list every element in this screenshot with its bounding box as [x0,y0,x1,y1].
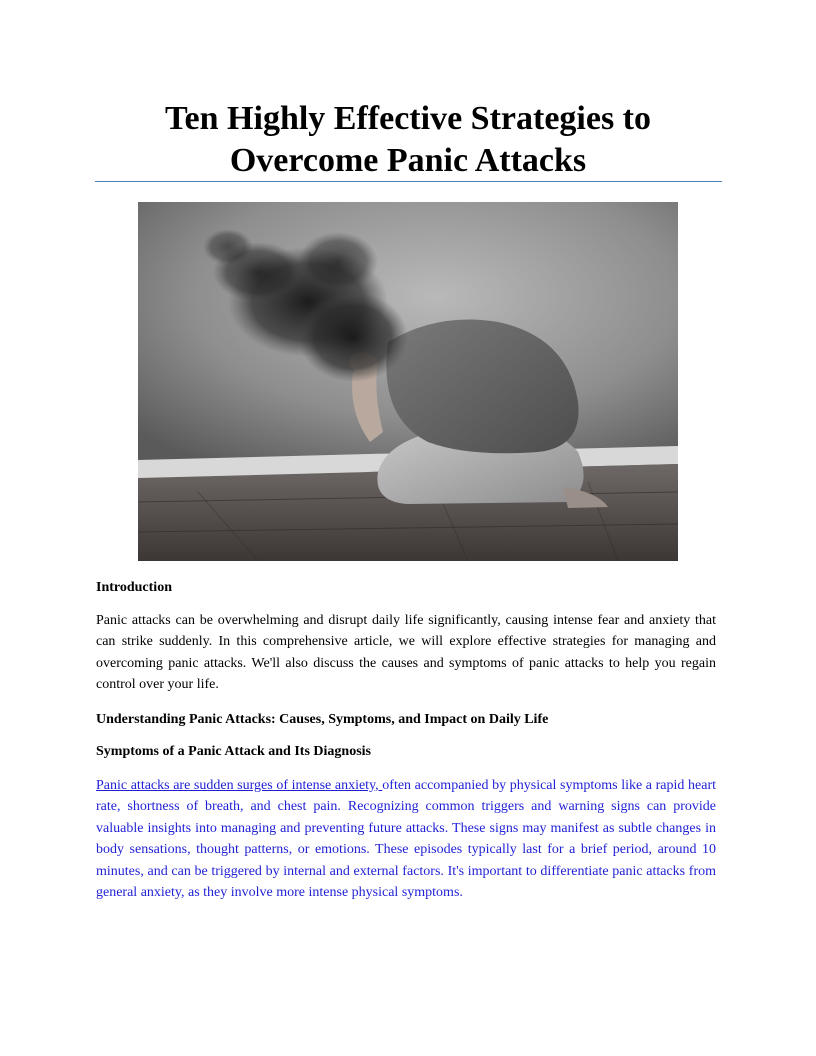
symptoms-heading: Symptoms of a Panic Attack and Its Diagnosis [96,744,371,759]
panic-attacks-link[interactable]: Panic attacks are sudden surges of intense anxiety, [96,778,383,793]
title-line-1: Ten Highly Effective Strategies to [165,100,651,137]
symptoms-paragraph [96,775,716,903]
person-with-smoke-head-photo [138,202,678,561]
title-line-2: Overcome Panic Attacks [229,142,587,179]
introduction-heading: Introduction [96,580,172,595]
symptoms-body-text: often accompanied by physical symptoms like a rapid heart rate, shortness of breath, and chest pain. Recognizing common triggers and warning signs can provide valuable insights into managing and preventing future attacks. These signs may manifest as subtle changes in body sensations, thought patterns, or emotions. These episodes typically last for a brief period, around 10 minutes, and can be triggered by internal and external factors. It's important to differentiate panic attacks from general anxiety, as they involve more intense physical symptoms. [96,778,716,901]
document-title [95,98,721,182]
title-underline [95,181,722,182]
hero-image [138,202,678,561]
introduction-paragraph: Panic attacks can be overwhelming and disrupt daily life significantly, causing intense fear and anxiety that can strike suddenly. In this comprehensive article, we will explore effective strategies for managing and overcoming panic attacks. We'll also discuss the causes and symptoms of panic attacks to help you regain control over your life. [96,613,716,693]
understanding-heading: Understanding Panic Attacks: Causes, Symptoms, and Impact on Daily Life [96,712,549,727]
